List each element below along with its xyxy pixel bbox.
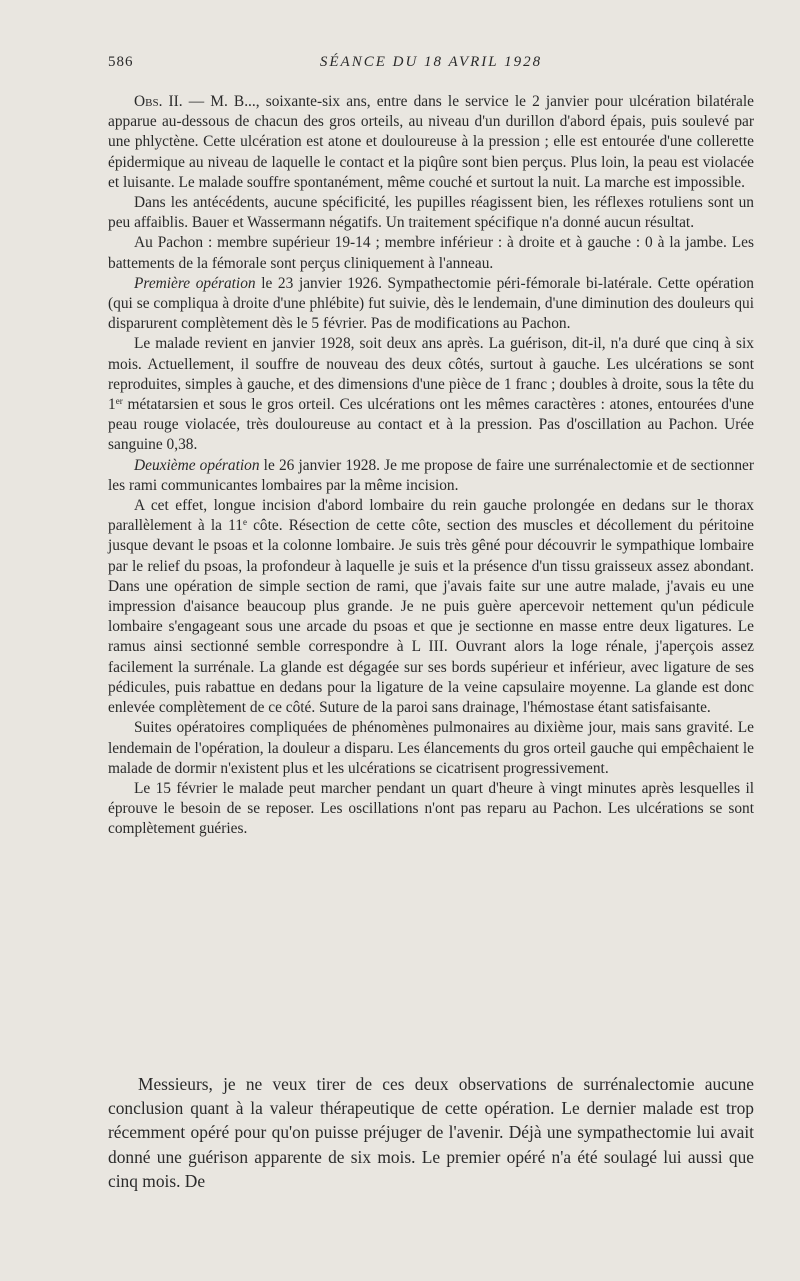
conclusion-block	[108, 1072, 754, 1193]
second-operation-paragraph: Deuxième opération le 26 janvier 1928. Je me propose de faire une surrénalectomie et de sectionner les rami communicantes lombaires par la même incision.	[108, 456, 754, 494]
second-operation-label: Deuxième opération	[134, 456, 260, 474]
observation-paragraph: Obs. II. — M. B..., soixante-six ans, entre dans le service le 2 janvier pour ulcération bilatérale apparue au-dessous de chacun des gros orteils, au niveau d'un durillon d'abord épais, puis soulevé par une phlyctène. Cette ulcération est atone et douloureuse à la pression ; elle est entourée d'une collerette épidermique au niveau de laquelle le contact et la piqûre sont bien perçus. Plus loin, la peau est violacée et luisante. Le malade souffre spontanément, même couché et surtout la nuit. La marche est impossible.	[108, 93, 754, 191]
outcome-paragraph: Le 15 février le malade peut marcher pendant un quart d'heure à vingt minutes après lesquelles il éprouve le besoin de se reposer. Les oscillations n'ont pas reparu au Pachon. Les ulcérations se sont complètement guéries.	[108, 779, 754, 838]
observation-label: Obs. II.	[134, 93, 183, 110]
procedure-paragraph: A cet effet, longue incision d'abord lombaire du rein gauche prolongée en dedans sur le thorax parallèlement à la 11e côte. Résection de cette côte, section des muscles et décollement du péritoine jusque devant le psoas et la colonne lombaire. Je suis très gêné pour découvrir le sympathique lombaire par le relief du psoas, la profondeur à laquelle je suis et la présence d'un tissu graisseux assez abondant. Dans une opération de simple section de rami, que j'avais faite sur une autre malade, j'avais eu une impression d'aisance beaucoup plus grande. Je ne puis guère apercevoir nettement qu'un pédicule lombaire s'engageant sous une arcade du psoas et que je sectionne en masse entre deux ligatures. Le ramus ainsi sectionné semble correspondre à L III. Ouvrant alors la loge rénale, j'aperçois assez facilement la surrénale. La glande est dégagée sur ses bords supérieur et inférieur, avec ligature de ses pédicules, puis rabattue en dedans pour la ligature de la veine capsulaire moyenne. La glande est donc enlevée complètement de ce côté. Suture de la paroi sans drainage, l'hémostase étant satisfaisante.	[108, 497, 754, 717]
first-operation-paragraph: Première opération le 23 janvier 1926. Sympathectomie péri-fémorale bi-latérale. Cette opération (qui se compliqua à droite d'une phlébite) fut suivie, dès le lendemain, d'une diminution des douleurs qui disparurent complètement dès le 5 février. Pas de modifications au Pachon.	[108, 274, 754, 333]
observation-block	[108, 92, 754, 840]
running-title: SÉANCE DU 18 AVRIL 1928	[319, 54, 543, 70]
first-operation-label: Première opération	[134, 274, 256, 292]
pachon-paragraph: Au Pachon : membre supérieur 19-14 ; membre inférieur : à droite et à gauche : 0 à la jambe. Les battements de la fémorale sont perçus cliniquement à l'anneau.	[108, 234, 754, 272]
return-paragraph: Le malade revient en janvier 1928, soit deux ans après. La guérison, dit-il, n'a duré que cinq à six mois. Actuellement, il souffre de nouveau des deux côtés, surtout à gauche. Les ulcérations se sont reproduites, simples à gauche, et des dimensions d'une pièce de 1 franc ; doubles à droite, sous la tête du 1er métatarsien et sous le gros orteil. Ces ulcérations ont les mêmes caractères : atones, entourées d'une peau rouge violacée, très douloureuse au contact et à la pression. Pas d'oscillation au Pachon. Urée sanguine 0,38.	[108, 335, 754, 454]
conclusion-paragraph: Messieurs, je ne veux tirer de ces deux observations de surrénalectomie aucune conclusion quant à la valeur thérapeutique de cette opération. Le dernier malade est trop récemment opéré pour qu'on puisse préjuger de l'avenir. Déjà une sympathectomie lui avait donné une guérison apparente de six mois. Le premier opéré n'a été soulagé lui aussi que cinq mois. De	[108, 1074, 754, 1191]
running-header	[108, 54, 754, 78]
antecedents-paragraph: Dans les antécédents, aucune spécificité, les pupilles réagissent bien, les réflexes rotuliens sont un peu affaiblis. Bauer et Wassermann négatifs. Un traitement spécifique n'a donné aucun résultat.	[108, 194, 754, 232]
page-number: 586	[108, 54, 134, 70]
postop-paragraph: Suites opératoires compliquées de phénomènes pulmonaires au dixième jour, mais sans gravité. Le lendemain de l'opération, la douleur a disparu. Les élancements du gros orteil gauche qui empêchaient le malade de dormir n'existent plus et les ulcérations se cicatrisent progressivement.	[108, 719, 754, 777]
